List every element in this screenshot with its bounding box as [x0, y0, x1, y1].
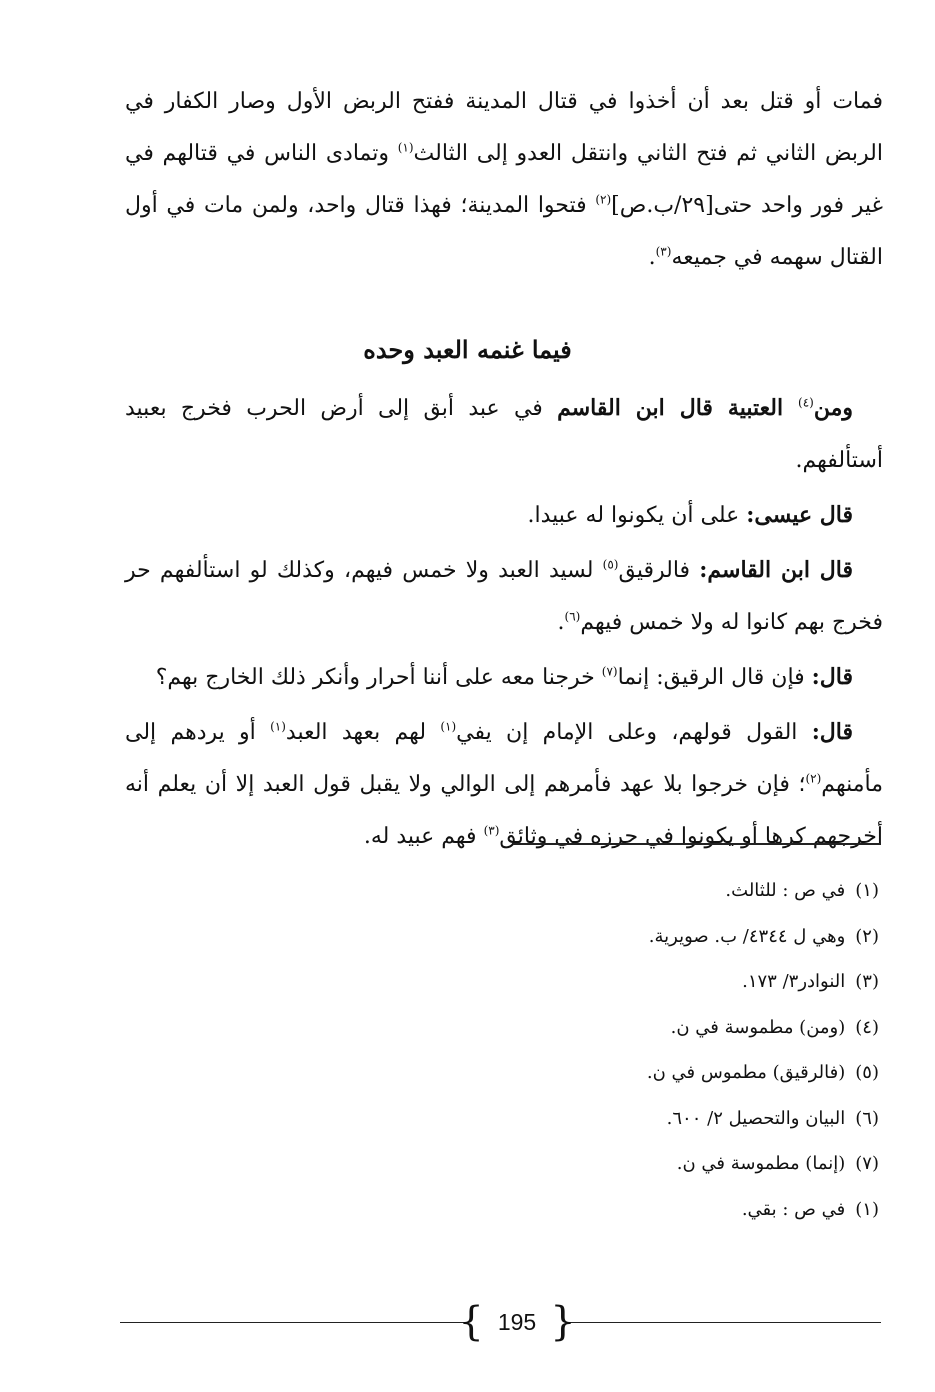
footnote-number: (٧) [855, 1153, 879, 1174]
footnote-ref: (٤) [798, 395, 814, 410]
footnote-ref: (٣) [483, 823, 500, 838]
footnote-text: (فالرقيق) مطموس في ن. [646, 1062, 846, 1083]
paragraph-text: لهم بعهد العبد [285, 720, 441, 745]
speaker-label: قال ابن القاسم: [699, 557, 853, 583]
footnote-ref: (٦) [564, 609, 581, 624]
footnote [119, 1005, 879, 1051]
footnote [119, 914, 879, 960]
footnote-text: وهي ل ٤٣٤٤/ ب. صويرية. [648, 925, 846, 947]
paragraph-text: في عبد أبق إلى أرض الحرب فخرج بعبيد أستألفهم. [125, 396, 883, 473]
section-body [125, 382, 883, 865]
paragraph-text: فالرقيق [618, 558, 700, 583]
footnote-ref: (٢) [595, 192, 612, 207]
paragraph-text: فهم عبيد له. [363, 824, 484, 849]
brace-right: } [550, 1299, 576, 1345]
paragraph [125, 489, 883, 542]
paragraph-text: القول قولهم، وعلى الإمام إن يفي [456, 720, 812, 745]
footnote-text: في ص : للثالث. [725, 880, 846, 901]
paragraph-text: فمات أو قتل بعد أن أخذوا في قتال المدينة ففتح الربض الأول وصار الكفار في الربض الثاني ثم فتح الثاني وانتقل العدو إلى الثالث [125, 89, 883, 166]
footnote [119, 1096, 879, 1142]
footnote [119, 1187, 879, 1233]
paragraph-text: أو يردهم إلى مأمنهم [125, 720, 883, 797]
footnote-text: البيان والتحصيل ٢/ ٦٠٠. [666, 1107, 846, 1129]
page-number-box [458, 1299, 576, 1345]
footnote-separator [513, 843, 881, 845]
footnote [119, 868, 879, 914]
footnote-number: (٤) [855, 1016, 879, 1038]
footnote-number: (١) [855, 1198, 879, 1220]
footnote-text: النوادر٣/ ١٧٣. [742, 971, 846, 992]
footer-rule-right [568, 1322, 881, 1323]
page-number: 195 [497, 1308, 537, 1335]
paragraph [125, 544, 883, 649]
footnote-ref: (١) [270, 719, 286, 734]
footnote-ref: (٥) [602, 557, 619, 572]
footer-rule-left [120, 1322, 466, 1323]
paragraph-text: . [557, 610, 565, 635]
paragraph-text: ؛ فإن خرجوا بلا عهد فأمرهم إلى الوالي ولا يقبل قول العبد إلا أن يعلم أنه أخرجهم كرها أو يكونوا في حرزه في وثائق [125, 772, 883, 849]
paragraph-lead: ومن [813, 395, 853, 421]
footnote-text: (إنما) مطموسة في ن. [676, 1153, 846, 1174]
paragraph-text: وتمادى الناس في قتالهم في غير فور واحد حتى[٢٩/ب.ص] [125, 141, 883, 218]
source-label: العتبية قال ابن القاسم [557, 395, 799, 421]
footnote-number: (٥) [855, 1062, 879, 1083]
paragraph-text: فتحوا المدينة؛ فهذا قتال واحد، ولمن مات في أول القتال سهمه في جميعه [125, 193, 883, 270]
footnote [119, 1141, 879, 1187]
paragraph-text: . [648, 245, 656, 270]
paragraph [125, 651, 883, 704]
footnote-number: (١) [855, 880, 879, 901]
footnote-text: (ومن) مطموسة في ن. [670, 1016, 846, 1038]
paragraph-continuation [125, 76, 883, 284]
footnote-number: (٢) [855, 925, 879, 947]
footnote-text: في ص : بقي. [741, 1198, 846, 1220]
footnote-ref: (١) [440, 719, 457, 734]
footnote [119, 1050, 879, 1096]
paragraph [125, 382, 883, 487]
section-heading: فيما غنمه العبد وحده [363, 335, 572, 364]
paragraph-text: لسيد العبد ولا خمس فيهم، وكذلك لو استألفهم حر فخرج بهم كانوا له ولا خمس فيهم [125, 558, 883, 635]
paragraph-text: خرجنا معه على أننا أحرار وأنكر ذلك الخارج بهم؟ [155, 665, 602, 690]
footnotes [119, 868, 879, 1232]
footnote-ref: (١) [397, 140, 414, 155]
footnote [119, 959, 879, 1005]
paragraph-text: على أن يكونوا له عبيدا. [527, 503, 747, 528]
paragraph [125, 706, 883, 863]
footnote-number: (٣) [855, 971, 879, 992]
speaker-label: قال: [811, 664, 853, 690]
brace-left: { [458, 1299, 484, 1345]
footnote-ref: (٣) [655, 244, 672, 259]
footnote-ref: (٢) [805, 771, 822, 786]
speaker-label: قال: [811, 719, 854, 745]
paragraph-text: فإن قال الرقيق: إنما [617, 665, 812, 690]
speaker-label: قال عيسى: [746, 502, 853, 528]
footnote-number: (٦) [855, 1107, 879, 1129]
footnote-ref: (٧) [601, 664, 618, 679]
